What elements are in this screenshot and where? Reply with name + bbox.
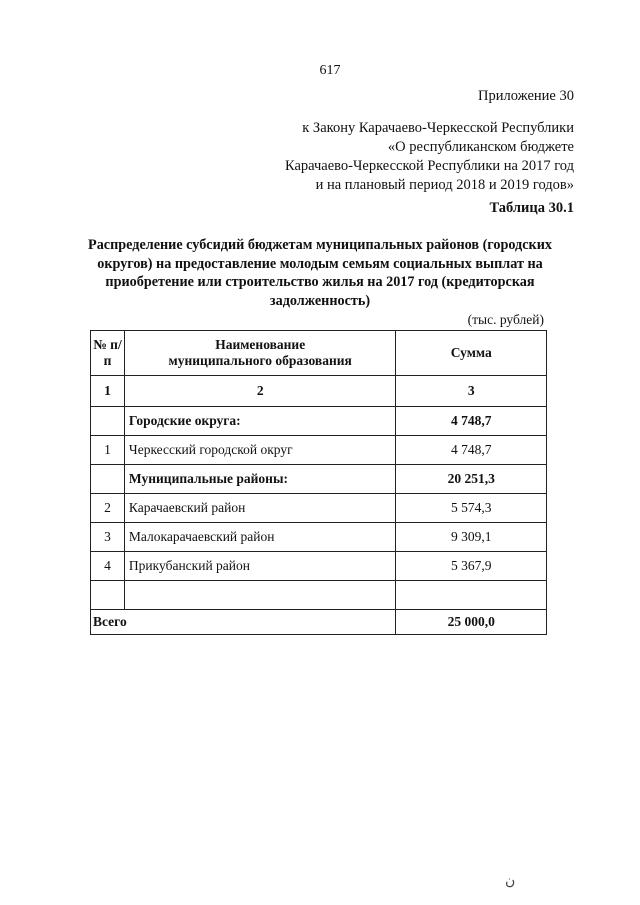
- table-total-row: [91, 610, 547, 635]
- row-name: Черкесский городской округ: [124, 436, 396, 465]
- row-sum: 4 748,7: [396, 436, 547, 465]
- scan-mark: ن: [505, 874, 516, 889]
- row-number: 2: [91, 494, 125, 523]
- table-row: [91, 407, 547, 436]
- law-reference-line: к Закону Карачаево-Черкесской Республики: [302, 120, 574, 136]
- row-number: [91, 465, 125, 494]
- total-sum: 25 000,0: [396, 610, 547, 635]
- header-sum: Сумма: [396, 331, 547, 376]
- row-name: Малокарачаевский район: [124, 523, 396, 552]
- row-number: 3: [91, 523, 125, 552]
- heading-line: задолженность): [269, 292, 371, 309]
- table-index-row: [91, 376, 547, 407]
- header-name: Наименование муниципального образования: [124, 331, 396, 376]
- law-reference-line: и на плановый период 2018 и 2019 годов»: [315, 177, 574, 193]
- law-reference: [285, 119, 574, 195]
- law-reference-line: «О республиканском бюджете: [387, 139, 574, 155]
- document-heading: [88, 236, 552, 310]
- row-name: Муниципальные районы:: [124, 465, 396, 494]
- subsidy-table: [90, 330, 547, 635]
- row-sum: 5 367,9: [396, 552, 547, 581]
- table-row: [91, 494, 547, 523]
- table-empty-row: [91, 581, 547, 610]
- row-name: Прикубанский район: [124, 552, 396, 581]
- row-name: Городские округа:: [124, 407, 396, 436]
- row-number: 4: [91, 552, 125, 581]
- table-row: [91, 436, 547, 465]
- row-name: Карачаевский район: [124, 494, 396, 523]
- appendix-title: Приложение 30: [478, 88, 574, 104]
- index-cell: 1: [91, 376, 125, 407]
- table-header-row: [91, 331, 547, 376]
- table-row: [91, 523, 547, 552]
- row-sum: 20 251,3: [396, 465, 547, 494]
- empty-cell: [91, 581, 125, 610]
- row-sum: 4 748,7: [396, 407, 547, 436]
- table-row: [91, 465, 547, 494]
- empty-cell: [396, 581, 547, 610]
- heading-line: Распределение субсидий бюджетам муниципальных районов (городских: [88, 237, 552, 253]
- row-number: [91, 407, 125, 436]
- table-title: Таблица 30.1: [489, 200, 574, 216]
- row-number: 1: [91, 436, 125, 465]
- page-number: 617: [319, 63, 341, 78]
- row-sum: 9 309,1: [396, 523, 547, 552]
- table-row: [91, 552, 547, 581]
- law-reference-line: Карачаево-Черкесской Республики на 2017 год: [284, 158, 574, 174]
- header-number: № п/п: [91, 331, 125, 376]
- heading-line: приобретение или строительство жилья на 2017 год (кредиторская: [105, 274, 535, 290]
- empty-cell: [124, 581, 396, 610]
- heading-line: округов) на предоставление молодым семьям социальных выплат на: [97, 255, 543, 272]
- total-label: Всего: [91, 610, 396, 635]
- index-cell: 2: [124, 376, 396, 407]
- units-label: (тыс. рублей): [467, 312, 544, 327]
- index-cell: 3: [396, 376, 547, 407]
- row-sum: 5 574,3: [396, 494, 547, 523]
